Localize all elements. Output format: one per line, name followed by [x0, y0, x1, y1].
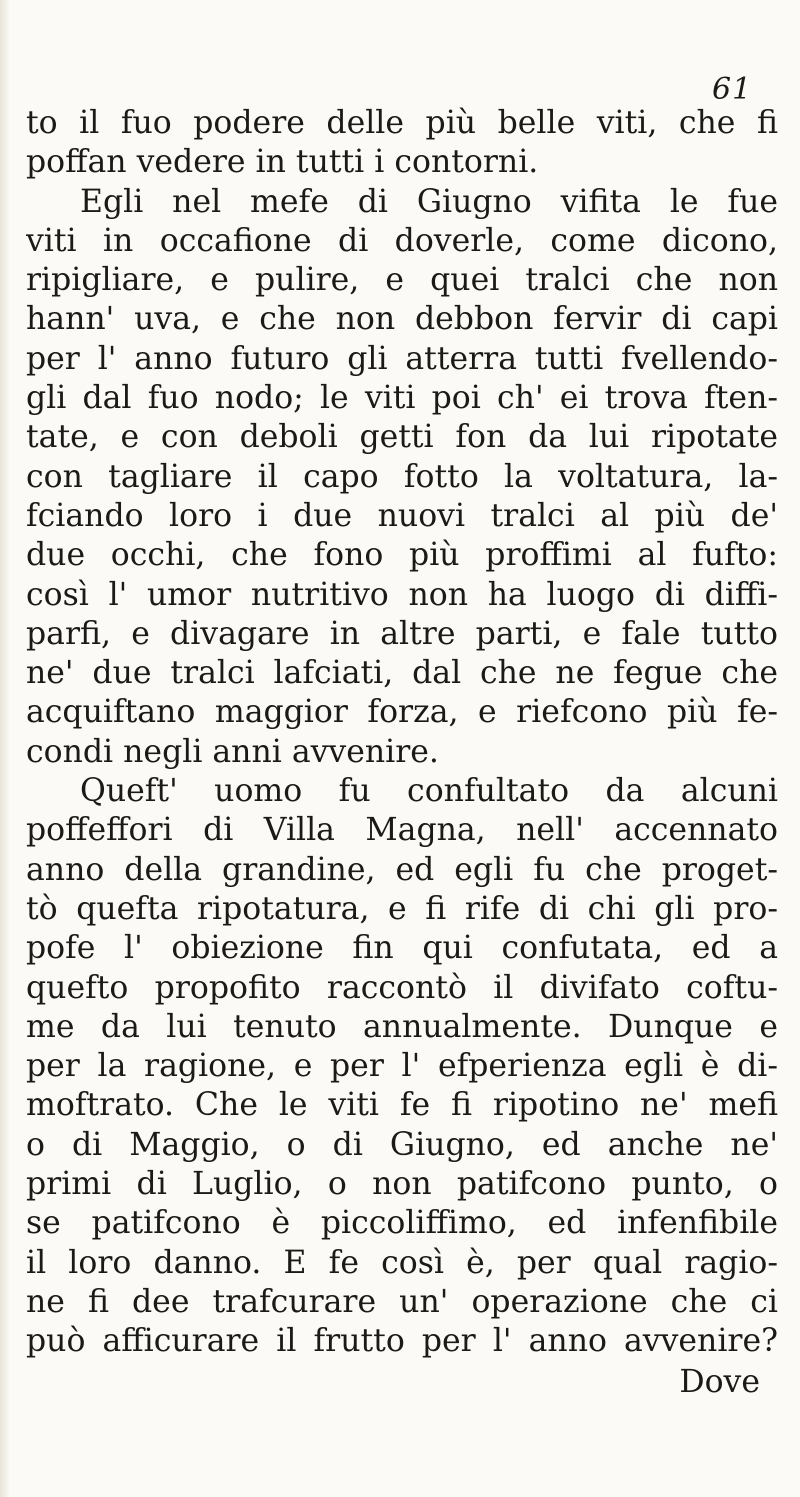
- text-line: il loro danno. E fe così è, per qual ragio-: [26, 1244, 778, 1281]
- text-line: tò quefta ripotatura, e fi rife di chi gli pro-: [26, 890, 778, 927]
- text-line: poffeffori di Villa Magna, nell' accennato: [26, 812, 778, 849]
- text-line: per l' anno futuro gli atterra tutti fvellendo-: [26, 340, 778, 377]
- text-line: parfi, e divagare in altre parti, e fale tutto: [26, 615, 778, 652]
- text-line: primi di Luglio, o non patifcono punto, o: [26, 1166, 778, 1203]
- page-edge-shadow: [0, 0, 10, 1497]
- text-line: poffan vedere in tutti i contorni.: [26, 144, 539, 181]
- catchword: Dove: [679, 1363, 760, 1400]
- text-line: moftrato. Che le viti fe fi ripotino ne' mefi: [26, 1087, 778, 1124]
- body-text: [26, 104, 778, 1402]
- text-line: anno della grandine, ed egli fu che proget-: [26, 851, 778, 888]
- text-line: pofe l' obiezione fin qui confutata, ed a: [26, 930, 778, 967]
- text-line: hann' uva, e che non debbon fervir di capi: [26, 301, 778, 338]
- text-line: se patifcono è piccoliffimo, ed infenfibile: [26, 1205, 778, 1242]
- text-line: condi negli anni avvenire.: [26, 733, 439, 770]
- paragraph-start-line: Queft' uomo fu confultato da alcuni: [80, 773, 778, 810]
- text-line: acquiftano maggior forza, e riefcono più fe-: [26, 694, 778, 731]
- text-line: gli dal fuo nodo; le viti poi ch' ei trova ften-: [26, 380, 778, 417]
- text-line: può afficurare il frutto per l' anno avvenire?: [26, 1323, 778, 1360]
- text-line: ne' due tralci lafciati, dal che ne fegue che: [26, 655, 778, 692]
- text-line: fciando loro i due nuovi tralci al più de': [26, 497, 778, 534]
- text-line: me da lui tenuto annualmente. Dunque e: [26, 1008, 778, 1045]
- text-line: to il fuo podere delle più belle viti, che fi: [26, 105, 778, 141]
- text-line: con tagliare il capo fotto la voltatura, la-: [26, 458, 778, 495]
- text-line: quefto propofito raccontò il divifato coftu-: [26, 969, 778, 1006]
- catchword-line: [26, 1362, 778, 1402]
- paragraph-start-line: Egli nel mefe di Giugno vifita le fue: [80, 183, 778, 220]
- text-line: due occhi, che fono più proffimi al fufto:: [26, 537, 778, 574]
- text-line: ripigliare, e pulire, e quei tralci che non: [26, 262, 778, 299]
- text-line: o di Maggio, o di Giugno, ed anche ne': [26, 1126, 778, 1163]
- text-line: per la ragione, e per l' efperienza egli è di-: [26, 1048, 778, 1085]
- text-line: tate, e con deboli getti fon da lui ripotate: [26, 419, 778, 456]
- text-line: così l' umor nutritivo non ha luogo di diffi-: [26, 576, 778, 613]
- text-line: viti in occafione di doverle, come dicono,: [26, 222, 778, 259]
- text-line: ne fi dee trafcurare un' operazione che ci: [26, 1283, 778, 1320]
- page-number: 61: [712, 72, 753, 107]
